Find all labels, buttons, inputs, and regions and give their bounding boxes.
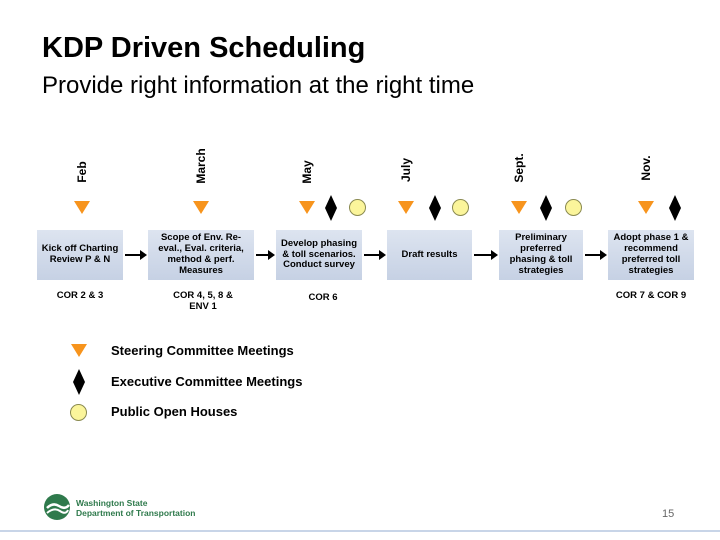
logo-line-1: Washington State (76, 498, 148, 508)
legend-executive-label: Executive Committee Meetings (111, 374, 303, 389)
step-preliminary-strategies: Preliminary preferred phasing & toll strategies (499, 230, 583, 280)
step-adopt-phase: Adopt phase 1 & recommend preferred toll strategies (608, 230, 694, 280)
steering-legend-icon (71, 344, 87, 357)
public-open-house-marker (452, 199, 469, 216)
arrow-right-icon (474, 254, 496, 256)
executive-meeting-marker (669, 195, 681, 221)
arrow-right-icon (585, 254, 605, 256)
wsdot-logo-icon (43, 493, 71, 521)
footer-divider (0, 530, 720, 532)
public-open-house-marker (349, 199, 366, 216)
step-develop-phasing: Develop phasing & toll scenarios. Conduct survey (276, 230, 362, 280)
page-number: 15 (662, 508, 675, 520)
executive-meeting-marker (325, 195, 337, 221)
step-draft-results: Draft results (387, 230, 472, 280)
public-open-house-marker (565, 199, 582, 216)
slide-title: KDP Driven Scheduling (42, 32, 366, 64)
month-label-july: July (399, 157, 413, 183)
logo-line-2: Department of Transportation (76, 508, 196, 518)
steering-meeting-marker (398, 201, 414, 214)
executive-legend-icon (73, 369, 85, 395)
executive-meeting-marker (429, 195, 441, 221)
cor-label: COR 6 (308, 292, 338, 303)
public-legend-icon (70, 404, 87, 421)
month-label-feb: Feb (75, 161, 89, 183)
month-label-nov: Nov. (639, 155, 653, 181)
steering-meeting-marker (74, 201, 90, 214)
cor-label: COR 7 & COR 9 (615, 290, 687, 301)
steering-meeting-marker (511, 201, 527, 214)
step-scope: Scope of Env. Re-eval., Eval. criteria, method & perf. Measures (148, 230, 254, 280)
month-label-march: March (194, 148, 208, 184)
cor-label: COR 4, 5, 8 & ENV 1 (173, 290, 233, 312)
steering-meeting-marker (299, 201, 315, 214)
arrow-right-icon (364, 254, 384, 256)
arrow-right-icon (125, 254, 145, 256)
arrow-right-icon (256, 254, 273, 256)
cor-label: COR 2 & 3 (56, 290, 104, 301)
steering-meeting-marker (193, 201, 209, 214)
steering-meeting-marker (638, 201, 654, 214)
legend-public-label: Public Open Houses (111, 404, 238, 419)
step-kick-off: Kick off Charting Review P & N (37, 230, 123, 280)
slide-subtitle: Provide right information at the right time (42, 72, 475, 99)
month-label-may: May (300, 160, 314, 184)
executive-meeting-marker (540, 195, 552, 221)
legend-steering-label: Steering Committee Meetings (111, 343, 294, 358)
month-label-sept: Sept. (512, 153, 526, 183)
